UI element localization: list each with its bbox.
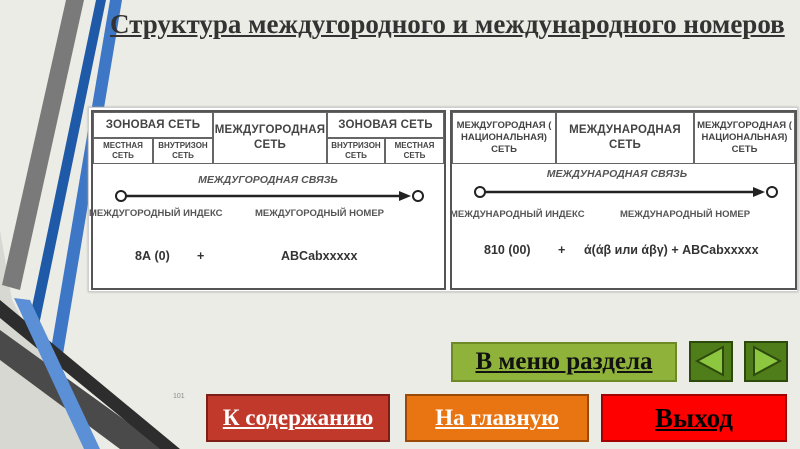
national-network-right: МЕЖДУГОРОДНАЯ ( НАЦИОНАЛЬНАЯ) СЕТЬ bbox=[694, 112, 795, 164]
connection-arrow bbox=[472, 184, 782, 200]
number-label: МЕЖДУНАРОДНЫЙ НОМЕР bbox=[620, 209, 751, 220]
intercity-network: МЕЖДУГОРОДНАЯ СЕТЬ bbox=[213, 112, 327, 164]
international-network: МЕЖДУНАРОДНАЯ СЕТЬ bbox=[556, 112, 694, 164]
connection-label: МЕЖДУГОРОДНАЯ СВЯЗЬ bbox=[198, 174, 338, 186]
zone-network-right: ЗОНОВАЯ СЕТЬ bbox=[327, 112, 444, 138]
intercity-panel bbox=[91, 110, 446, 290]
index-value: 8А (0) bbox=[135, 249, 170, 263]
page-title: Структура междугородного и международного номеров bbox=[110, 9, 785, 39]
section-menu-button[interactable]: В меню раздела bbox=[451, 342, 677, 382]
plus-sign: + bbox=[197, 249, 205, 263]
prev-slide-button[interactable] bbox=[689, 341, 733, 382]
local-network-right: МЕСТНАЯ СЕТЬ bbox=[385, 138, 444, 164]
intrazone-network-left: ВНУТРИЗОН СЕТЬ bbox=[153, 138, 213, 164]
index-value: 810 (00) bbox=[484, 243, 531, 257]
local-network-left: МЕСТНАЯ СЕТЬ bbox=[93, 138, 153, 164]
zone-network-left: ЗОНОВАЯ СЕТЬ bbox=[93, 112, 213, 138]
index-label: МЕЖДУГОРОДНЫЙ ИНДЕКС bbox=[89, 208, 223, 219]
home-button[interactable]: На главную bbox=[405, 394, 589, 442]
number-value: ABCabxxxxx bbox=[281, 249, 358, 263]
connection-label: МЕЖДУНАРОДНАЯ СВЯЗЬ bbox=[546, 168, 688, 180]
next-slide-button[interactable] bbox=[744, 341, 788, 382]
number-structure-figure bbox=[88, 107, 798, 292]
connection-arrow bbox=[113, 188, 428, 204]
number-label: МЕЖДУГОРОДНЫЙ НОМЕР bbox=[255, 208, 384, 219]
contents-button[interactable]: К содержанию bbox=[206, 394, 390, 442]
international-panel bbox=[450, 110, 797, 290]
plus-sign: + bbox=[558, 243, 566, 257]
slide-number: 101 bbox=[173, 393, 185, 400]
number-value: ά(άβ или άβγ) + ABCabxxxxx bbox=[584, 243, 759, 257]
arrow-right-icon bbox=[746, 343, 786, 380]
national-network-left: МЕЖДУГОРОДНАЯ ( НАЦИОНАЛЬНАЯ) СЕТЬ bbox=[452, 112, 556, 164]
intrazone-network-right: ВНУТРИЗОН СЕТЬ bbox=[327, 138, 385, 164]
exit-button[interactable]: Выход bbox=[601, 394, 787, 442]
index-label: МЕЖДУНАРОДНЫЙ ИНДЕКС bbox=[450, 209, 585, 220]
arrow-left-icon bbox=[691, 343, 731, 380]
